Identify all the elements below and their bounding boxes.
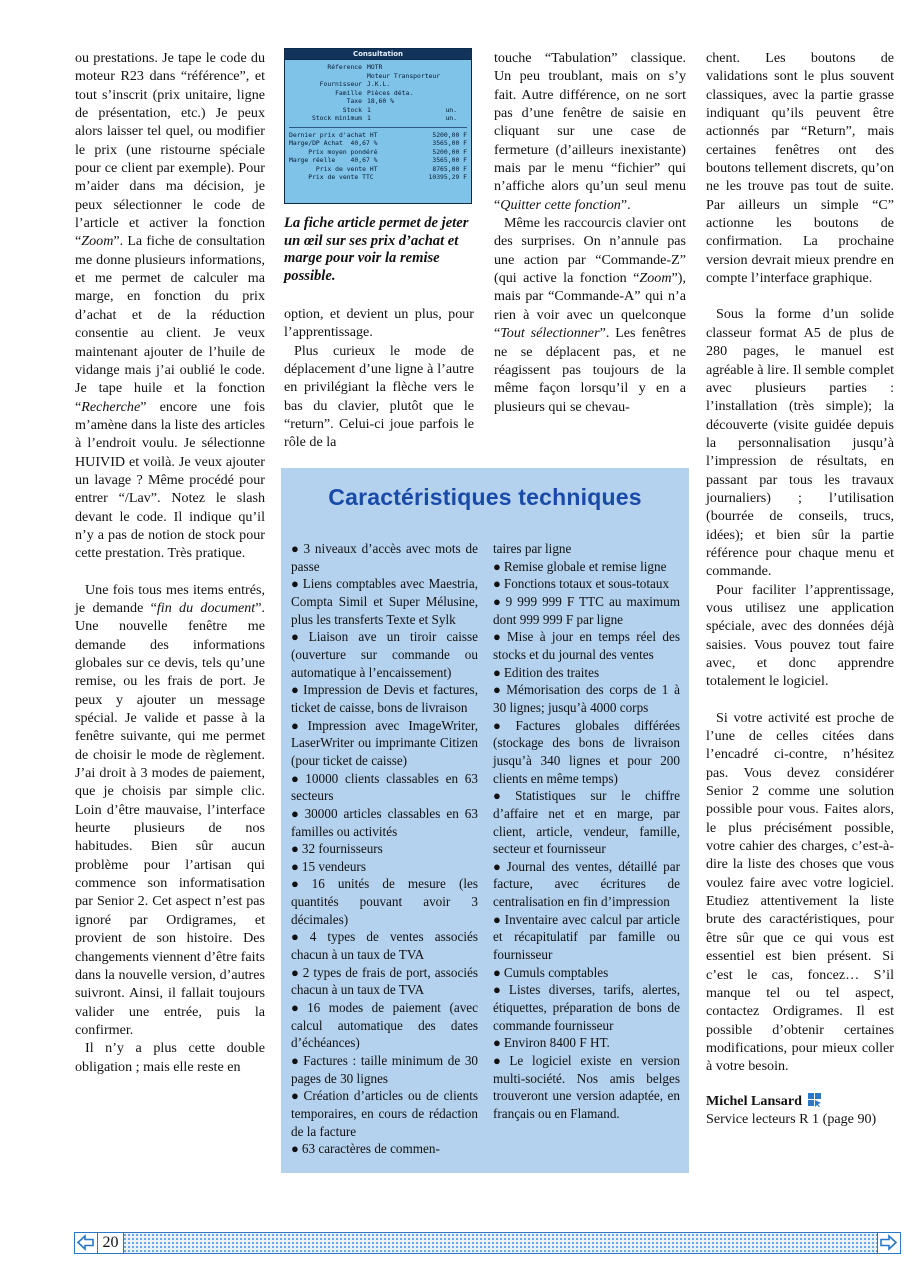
field-label [289, 72, 367, 81]
field-value: J.K.L. [367, 80, 391, 88]
characteristic-item: ● Liens comptables avec Maestria, Compta Simil et Super Mélusine, plus les transferts Texte et Sylk [291, 576, 478, 627]
characteristic-item: ● 16 unités de mesure (les quantités pouvant avoir 3 décimales) [291, 876, 478, 927]
price-value: 3565,00 F [432, 139, 467, 147]
characteristic-item: ● Factures : taille minimum de 30 pages de 30 lignes [291, 1053, 479, 1086]
characteristic-item: ● Environ 8400 F HT. [493, 1035, 610, 1051]
price-label: Marge/DP Achat 40,67 % [289, 139, 378, 147]
characteristic-item: ● 2 types de frais de port, associés chacun à un taux de TVA [291, 964, 478, 998]
bullet-icon: ● [493, 664, 501, 680]
col4-paragraph-4: Si votre activité est proche de l’une de celles citées dans l’encadré ci-contre, n’hésitez pas. Vous devez considérer Senior 2 comme une solution possible pour vous. Faites alors, le plus précisément possible, votre cahier des charges, c’est-à-dire la liste des choses que vous voulez faire avec votre logiciel. Etudiez attentivement la liste brute des caractéristiques, pour être sûr que ce qui vous est essentiel est bien présent. Si c’est le cas, foncez… S’il manque tel ou tel aspect, contactez Ordigrames. Il est possible d’obtenir certaines modifications, pour mieux coller à votre besoin. [706, 709, 894, 1075]
characteristic-item: ● Statistiques sur le chiffre d’affaire net et en marge, par client, article, vendeur, famille, secteur et fournisseur [493, 788, 680, 857]
bullet-icon: ● [493, 576, 501, 592]
bullet-icon: ● [291, 1141, 299, 1157]
bullet-icon: ● [493, 629, 504, 645]
bullet-icon: ● [291, 541, 301, 556]
screenshot-field-row [289, 89, 467, 98]
bullet-icon: ● [493, 1053, 507, 1069]
bullet-icon: ● [291, 858, 299, 874]
signature [706, 1092, 894, 1110]
screenshot-divider [289, 127, 467, 128]
characteristic-item: ● 3 niveaux d’accès avec mots de passe [291, 541, 478, 574]
bullet-icon: ● [291, 964, 300, 980]
screenshot-price-row [289, 148, 467, 157]
bullet-icon: ● [291, 876, 309, 892]
cursor-logo-icon [808, 1093, 822, 1107]
characteristics-box [281, 468, 689, 1173]
figure-caption: La fiche article permet de jeter un œil sur ses prix d’achat et marge pour voir la remise possible. [284, 215, 469, 284]
price-label: Prix de vente HT [289, 164, 378, 173]
bullet-icon: ● [291, 682, 301, 698]
field-value: Moteur Transporteur [367, 71, 441, 80]
bullet-icon: ● [291, 1088, 301, 1104]
bullet-icon: ● [493, 982, 506, 998]
page-number: 20 [98, 1232, 124, 1254]
screenshot-field-row [289, 72, 467, 81]
field-label: Fournisseur [319, 80, 362, 88]
left-arrow-icon [74, 1232, 98, 1254]
characteristic-item: ● Mémorisation des corps de 1 à 30 lignes; jusqu’à 4000 corps [493, 682, 680, 715]
author-name: Michel Lansard [706, 1092, 802, 1109]
bullet-icon: ● [291, 576, 300, 592]
field-label: Réference [327, 63, 362, 71]
field-label: Stock minimum [311, 114, 362, 122]
screenshot-field-row [289, 80, 467, 89]
bullet-icon: ● [291, 717, 305, 733]
characteristic-item: ● Inventaire avec calcul par article et récapitulatif par famille ou fournisseur [493, 911, 680, 963]
box-column-right [493, 540, 680, 1123]
article-column-1 [75, 49, 265, 1076]
bullet-icon: ● [493, 717, 513, 733]
bullet-icon: ● [493, 911, 502, 927]
price-value: 10395,29 F [428, 173, 467, 181]
screenshot-field-row [289, 97, 467, 106]
col2-paragraph-2: Plus curieux le mode de déplacement d’une ligne à l’autre en privilégiant la flèche vers le bas du clavier, plutôt que le “return”. Celui-ci joue parfois le rôle de la [284, 342, 474, 451]
screenshot-rows [285, 60, 471, 182]
characteristic-item: ● 63 caractères de commen- [291, 1141, 440, 1157]
screenshot-field-row [289, 106, 467, 115]
bullet-icon: ● [493, 593, 503, 609]
bullet-icon: ● [291, 629, 306, 645]
box-continuation: taires par ligne [493, 541, 572, 556]
col1-paragraph-2: Une fois tous mes items entrés, je demande “fin du document”. Une nouvelle fenêtre me demande des informations globales sur ce devis, tels qu’une remise, ou les frais de port. Je peux y ajouter un message spécial. Je valide et passe à la fenêtre suivante, qui me permet de choisir le mode de règlement. J’ai droit à 3 modes de paiement, que je choisis par simple clic. Loin d’être mauvaise, l’interface heurte plusieurs de nos habitudes. Bien sûr aucun problème pour l’artisan qui commence son informatisation par Senior 2. Cet aspect n’est pas ignoré par Ordigrames, et provient de son histoire. Des changements viennent d’être faits dans la nouvelle version, d’autres suivront. Ainsi, il fallait toujours valider une entrée, puis la confirmer. [75, 581, 265, 1038]
screenshot-price-row [289, 156, 467, 165]
field-value: Pièces déta. [367, 88, 414, 97]
characteristic-item: ● 4 types de ventes associés chacun à un taux de TVA [291, 929, 478, 963]
characteristic-item: ● Factures globales différées (stockage des bons de livraison jusqu’à 340 lignes et pour 200 clients en même temps) [493, 717, 680, 786]
col1-paragraph-3: Il n’y a plus cette double obligation ; mais elle reste en [75, 1040, 265, 1075]
bullet-icon: ● [291, 805, 302, 821]
right-arrow-icon [877, 1232, 901, 1254]
consultation-screenshot [284, 48, 472, 204]
price-label: Dernier prix d'achat HT [289, 130, 378, 139]
characteristic-item: ● Edition des traites [493, 664, 600, 680]
field-value: 1 un. [367, 114, 457, 122]
price-value: 5200,00 F [432, 147, 467, 156]
characteristic-item: ● Liaison ave un tiroir caisse (ouverture sur commande ou automatique à l’encaissement) [291, 629, 478, 680]
characteristic-item: ● Remise globale et remise ligne [493, 558, 667, 574]
characteristic-item: ● 30000 articles classables en 63 familles ou activités [291, 805, 478, 839]
price-value: 5200,00 F [432, 130, 467, 139]
col2-paragraph-1: option, et devient un plus, pour l’apprentissage. [284, 306, 474, 341]
bullet-icon: ● [493, 682, 504, 698]
screenshot-field-row [289, 63, 467, 72]
col3-paragraph-1: touche “Tabulation” classique. Un peu troublant, mais on s’y fait. Autre différence, on ne sort pas d’une fenêtre de saisie en cliquant sur une case de fermeture (d’ailleurs inexistante) mais par le menu “fichier” qui n’affiche alors qu’un seul menu “Quitter cette fonction”. [494, 50, 686, 213]
bullet-icon: ● [493, 964, 501, 980]
article-column-3 [494, 49, 686, 416]
box-column-left [291, 540, 478, 1158]
bullet-icon: ● [291, 841, 299, 857]
service-line: Service lecteurs R 1 (page 90) [706, 1110, 877, 1127]
characteristic-item: ● 10000 clients classables en 63 secteurs [291, 770, 478, 804]
col3-paragraph-2: Même les raccourcis clavier ont des surprises. On n’annule pas une action par “Commande-Z” (qui active la fonction “Zoom”), mais par “Commande-A” qui n’a rien à voir avec un quelconque “Tout sélectionner”. Les fenêtres ne se déplacent pas, et ne réagissent pas toujours de la même façon lorsqu’il y en a plusieurs qui se chevau- [494, 215, 686, 415]
screenshot-price-row [289, 165, 467, 174]
field-value: MOTR [367, 63, 383, 71]
price-label: Prix moyen pondéré [289, 147, 378, 156]
field-label: Famille [335, 88, 362, 97]
field-value: 1 un. [367, 105, 457, 114]
bullet-icon: ● [493, 1035, 501, 1051]
bullet-icon: ● [291, 770, 303, 786]
characteristic-item: ● Création d’articles ou de clients temporaires, en cours de rédaction de la facture [291, 1088, 479, 1139]
price-value: 8765,00 F [432, 164, 467, 173]
field-label: Taxe [346, 97, 362, 105]
field-value: 18,60 % [367, 97, 394, 105]
field-label: Stock [342, 105, 362, 114]
characteristic-item: ● Cumuls comptables [493, 964, 609, 980]
box-title: Caractéristiques techniques [328, 484, 642, 510]
article-column-4 [706, 49, 894, 1128]
screenshot-field-row [289, 114, 467, 123]
price-label: Prix de vente TTC [289, 173, 374, 181]
bullet-icon: ● [291, 1000, 305, 1016]
characteristic-item: ● Fonctions totaux et sous-totaux [493, 576, 670, 592]
characteristic-item: ● Impression avec ImageWriter, LaserWriter ou imprimante Citizen (pour ticket de caisse) [291, 717, 479, 768]
price-label: Marge réelle 40,67 % [289, 156, 378, 164]
bullet-icon: ● [493, 788, 513, 804]
characteristic-item: ● Listes diverses, tarifs, alertes, étiquettes, préparation de bons de commande fournisseur [493, 982, 680, 1033]
screenshot-price-row [289, 139, 467, 148]
screenshot-title: Consultation [285, 49, 471, 60]
col1-paragraph-1: ou prestations. Je tape le code du moteur R23 dans “référence”, et tout s’inscrit (prix unitaire, ligne de présentation, etc.) Je peux alors laisser tel quel, ou modifier le prix (une ristourne spéciale pour ce client par exemple). Pour m’aider dans ma décision, je peux sélectionner le code de l’article et activer la fonction “Zoom”. La fiche de consultation me donne plusieurs informations, et me permet de calculer ma marge, en fonction du prix d’achat et de la réduction consentie au client. Je veux maintenant ajouter de l’huile de vidange mais j’ai oublié le code. Je tape huile et la fonction “Recherche” encore une fois m’amène dans la liste des articles à l’endroit voulu. Je sélectionne HUIVID et voilà. Je veux ajouter un lavage ? Même procédé pour entrer “/Lav”. Notez le slash devant le code. Il indique qu’il n’y a pas de notion de stock pour cette prestation. Très pratique. [75, 50, 265, 562]
characteristic-item: ● 16 modes de paiement (avec calcul automatique des dates d’échéances) [291, 1000, 478, 1051]
screenshot-price-row [289, 173, 467, 182]
bullet-icon: ● [493, 858, 504, 874]
characteristic-item: ● Journal des ventes, détaillé par facture, avec écritures de centralisation en fin d’impression [493, 858, 680, 910]
col4-paragraph-3: Pour faciliter l’apprentissage, vous utilisez une application spéciale, avec des données déjà saisies. Vous pouvez tout faire avec, et donc apprendre totalement le logiciel. [706, 581, 894, 690]
characteristic-item: ● Impression de Devis et factures, ticket de caisse, bons de livraison [291, 682, 478, 715]
article-column-2 [284, 305, 474, 452]
page-footer [74, 1232, 900, 1254]
col4-paragraph-1: chent. Les boutons de validations sont le plus souvent classiques, avec la partie grasse indiquant qu’ils peuvent être actionnés par “Return”, mais certaines fenêtres ont des boutons tellement discrets, qu’on ne les trouve pas tout de suite. Par ailleurs un simple “C” actionne les boutons de confirmation. La prochaine version devrait mieux prendre en compte l’interface graphique. [706, 50, 894, 287]
col4-paragraph-2: Sous la forme d’un solide classeur format A5 de plus de 280 pages, le manuel est agréable à lire. Il semble complet avec plusieurs parties : l’installation (très simple); la découverte (visite guidée depuis la personnalisation jusqu’à l’impression de résultats, en passant par tous les travaux journaliers) ; l’utilisation (bourrée de conseils, trucs, idées); et bien sûr la partie référence pour chaque menu et commande. [706, 306, 894, 580]
bullet-icon: ● [291, 929, 307, 945]
characteristic-item: ● 32 fournisseurs [291, 841, 383, 857]
characteristic-item: ● Le logiciel existe en version multi-société. Nos amis belges trouveront une version adaptée, en français ou en Flamand. [493, 1053, 680, 1121]
characteristic-item: ● 15 vendeurs [291, 858, 366, 874]
characteristic-item: ● 9 999 999 F TTC au maximum dont 999 999 F par ligne [493, 593, 680, 627]
screenshot-price-row [289, 131, 467, 140]
bullet-icon: ● [291, 1053, 301, 1069]
bullet-icon: ● [493, 558, 501, 574]
characteristic-item: ● Mise à jour en temps réel des stocks et du journal des ventes [493, 629, 680, 662]
price-value: 3565,00 F [432, 156, 467, 164]
